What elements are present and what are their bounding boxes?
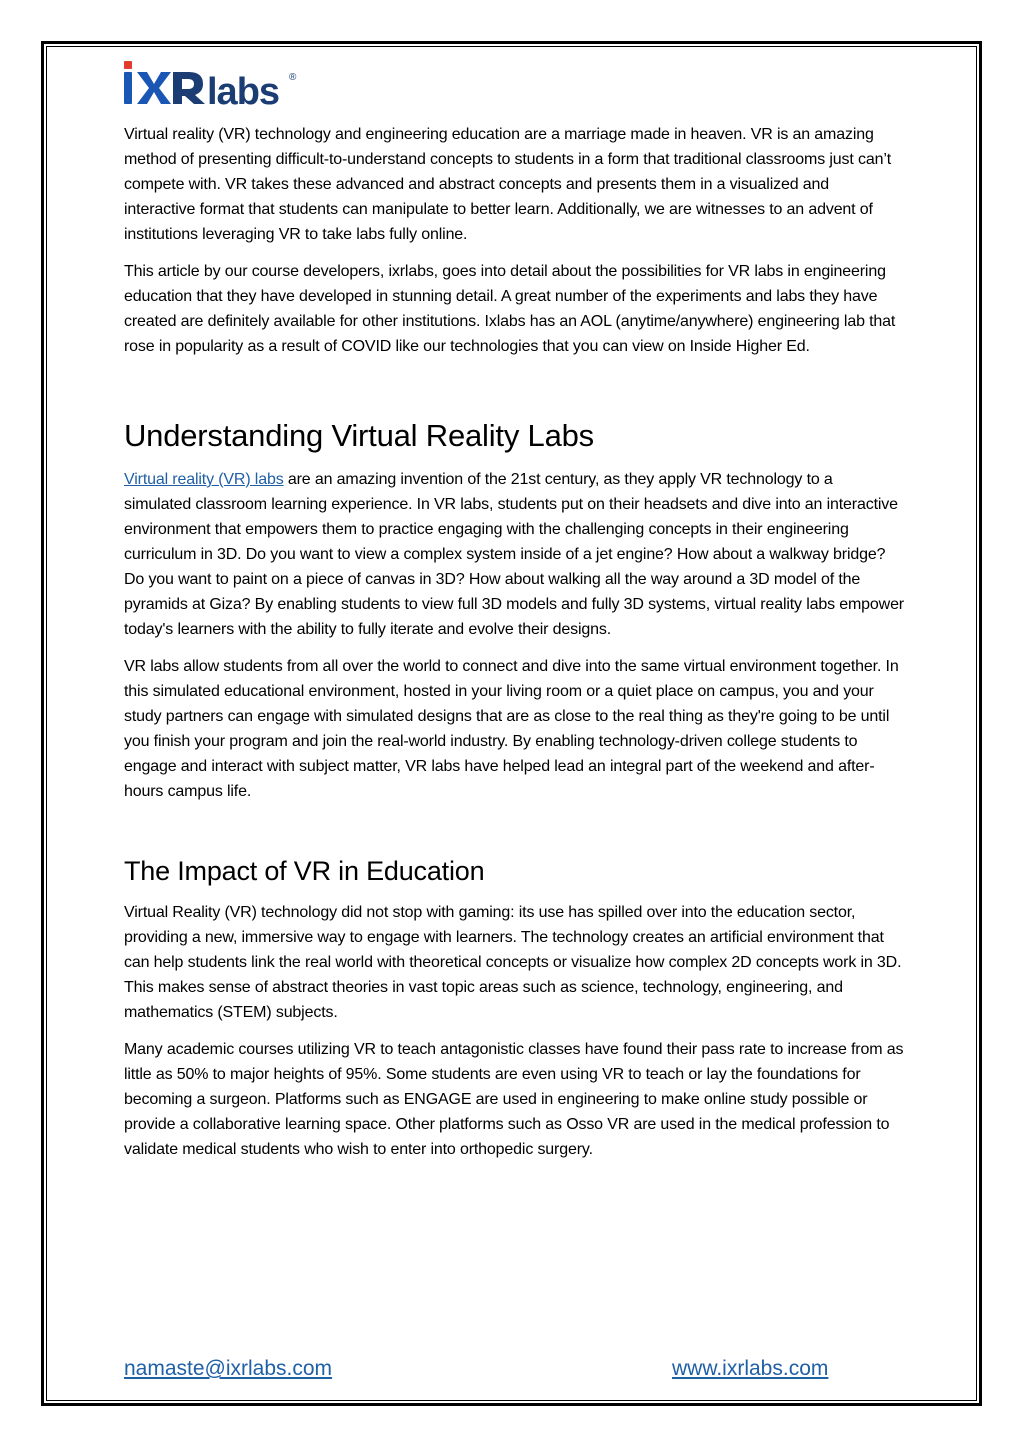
section1-paragraph-1 [124,467,904,642]
spacer [124,888,904,900]
section2-paragraph-2: Many academic courses utilizing VR to teach antagonistic classes have found their pass rate to increase from as little as 50% to major heights of 95%. Some students are even using VR to teach or lay the foundations for becoming a surgeon. Platforms such as ENGAGE are used in engineering to make online study possible or provide a collaborative learning space. Other platforms such as Osso VR are used in the medical profession to validate medical students who wish to enter into orthopedic surgery. [124,1041,904,1158]
ixrlabs-logo [123,58,303,110]
logo-i-dot [124,61,132,69]
logo-registered-mark: ® [289,72,297,83]
footer-website-link[interactable]: www.ixrlabs.com [672,1357,829,1380]
section1-heading: Understanding Virtual Reality Labs [124,418,594,453]
spacer [124,371,904,417]
section1-paragraph-2: VR labs allow students from all over the world to connect and dive into the same virtual environment together. In this simulated educational environment, hosted in your living room or a quiet place on campus, you and your study partners can engage with simulated designs that are as close to the real thing as they're going to be until you finish your program and join the real-world industry. By enabling technology-driven college students to engage and interact with subject matter, VR labs have helped lead an integral part of the weekend and after-hours campus life. [124,658,899,800]
logo-x [137,72,171,104]
vr-labs-link[interactable]: Virtual reality (VR) labs [124,471,284,488]
intro-paragraph-1: Virtual reality (VR) technology and engineering education are a marriage made in heaven. VR is an amazing method of presenting difficult-to-understand concepts to students in a form that traditional classrooms just can’t compete with. VR takes these advanced and abstract concepts and presents them in a visualized and interactive format that students can manipulate to better learn. Additionally, we are witnesses to an advent of institutions leveraging VR to take labs fully online. [124,126,892,243]
spacer [124,455,904,467]
article-content [124,122,904,1174]
intro-paragraph-2: This article by our course developers, ixrlabs, goes into detail about the possibilities for VR labs in engineering education that they have developed in stunning detail. A great number of the experiments and labs they have created are definitely available for other institutions. Ixlabs has an AOL (anytime/anywhere) engineering lab that rose in popularity as a result of COVID like our technologies that you can view on Inside Higher Ed. [124,263,896,355]
section2-heading: The Impact of VR in Education [124,856,485,886]
logo-labs-text: labs [207,71,280,110]
logo-r [173,72,205,104]
footer-email-link[interactable]: namaste@ixrlabs.com [124,1357,333,1380]
logo-i-stem [124,72,132,104]
section2-paragraph-1: Virtual Reality (VR) technology did not stop with gaming: its use has spilled over into the education sector, providing a new, immersive way to engage with learners. The technology creates an artificial environment that can help students link the real world with theoretical concepts or visualize how complex 2D concepts work in 3D. This makes sense of abstract theories in vast topic areas such as science, technology, engineering, and mathematics (STEM) subjects. [124,904,902,1021]
section1-paragraph-1-text: are an amazing invention of the 21st century, as they apply VR technology to a simulated classroom learning experience. In VR labs, students put on their headsets and dive into an interactive environment that empowers them to practice engaging with the challenging concepts in their engineering curriculum in 3D. Do you want to view a complex system inside of a jet engine? How about a walkway bridge? Do you want to paint on a piece of canvas in 3D? How about walking all the way around a 3D model of the pyramids at Giza? By enabling students to view full 3D models and fully 3D systems, virtual reality labs empower today's learners with the ability to fully iterate and evolve their designs. [124,471,904,638]
spacer [124,816,904,854]
